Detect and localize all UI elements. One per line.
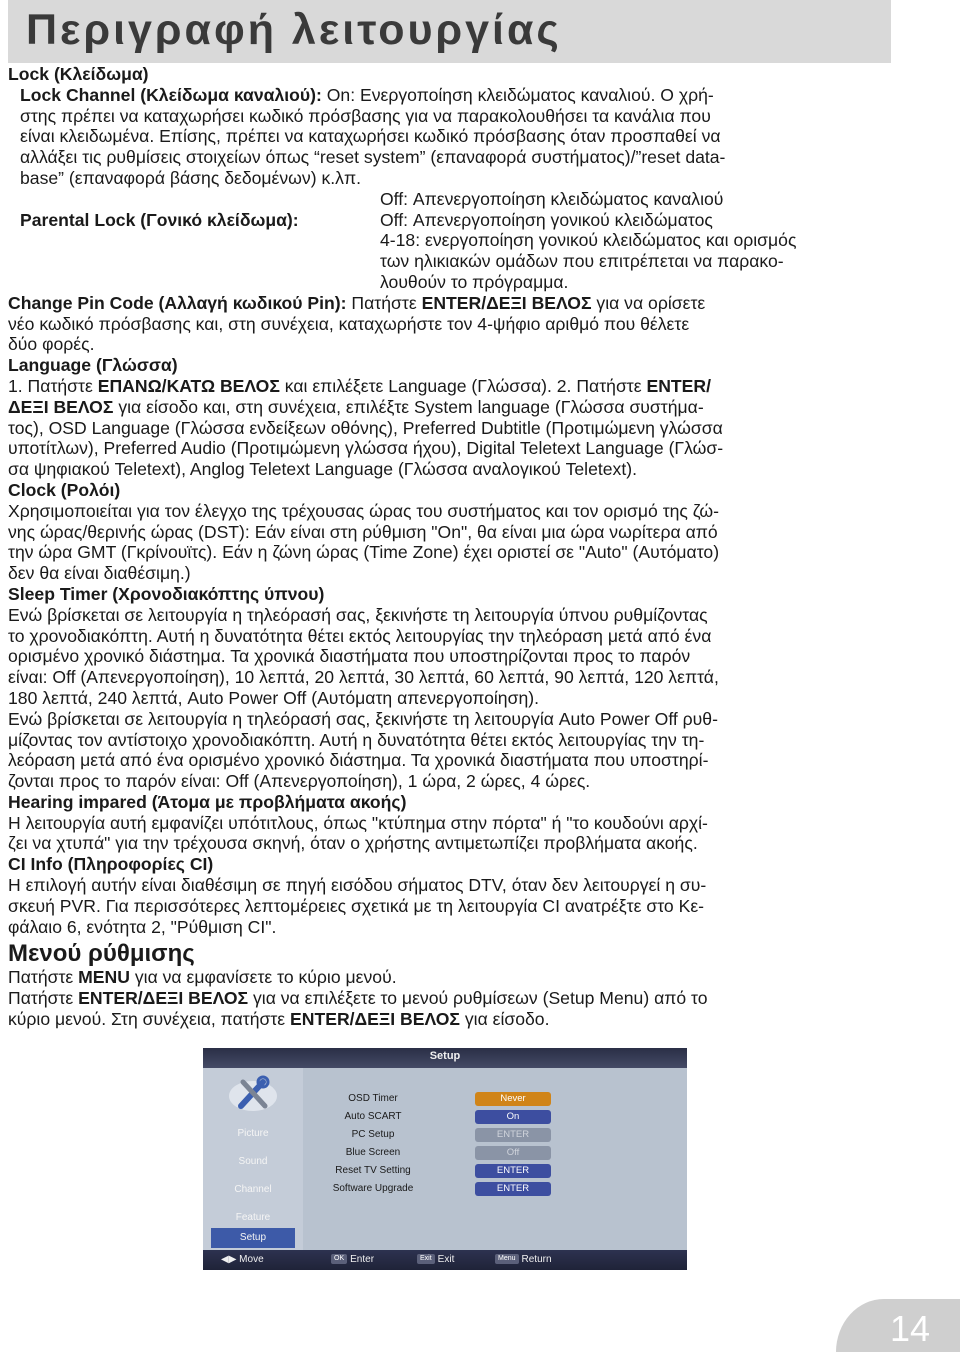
menu-line-1 bbox=[8, 967, 900, 988]
tv-row-software-upgrade[interactable]: Software Upgrade bbox=[332, 1183, 414, 1194]
parental-lock-block bbox=[8, 189, 900, 293]
hearing-line-2: ζει να χτυπά" για την τρέχουσα σκηνή, όταν ο χρήστης αντιμετωπίζει προβλήματα ακοής. bbox=[8, 833, 698, 854]
tv-value-software-upgrade[interactable]: ENTER bbox=[475, 1182, 551, 1196]
tv-hint-return-label: Return bbox=[521, 1254, 552, 1265]
parental-line-3: 4-18: ενεργοποίηση γονικού κλειδώματος και ορισμός bbox=[380, 230, 797, 251]
menu-text: για να εμφανίσετε το κύριο μενού. bbox=[129, 967, 397, 988]
parental-line-2: Off: Απενεργοποίηση γονικού κλειδώματος bbox=[380, 209, 713, 230]
pin-text-2: για να ορίσετε bbox=[591, 292, 706, 313]
menu-line-2 bbox=[8, 988, 900, 1009]
ci-line-3: φάλαιο 6, ενότητα 2, "Ρύθμιση CI". bbox=[8, 916, 277, 937]
pin-label: Change Pin Code (Αλλαγή κωδικού Pin): bbox=[8, 292, 347, 313]
clock-heading: Clock (Ρολόι) bbox=[8, 479, 121, 500]
language-text: για είσοδο και, στη συνέχεια, επιλέξτε System language (Γλώσσα συστήμα- bbox=[113, 396, 704, 417]
arrows-icon: ◀▶ bbox=[221, 1254, 237, 1265]
page-header bbox=[8, 0, 891, 63]
menu-key: MENU bbox=[78, 967, 130, 988]
tv-nav-channel[interactable]: Channel bbox=[234, 1184, 272, 1195]
pin-line-2: νέο κωδικό πρόσβασης και, στη συνέχεια, καταχωρήστε τον 4-ψήφιο αριθμό που θέλετε bbox=[8, 313, 690, 334]
menu-line-3 bbox=[8, 1009, 900, 1030]
language-line-3: τος), OSD Language (Γλώσσα ενδείξεων οθόνης), Preferred Dubtitle (Προτιμώμενη γλώσσα bbox=[8, 417, 723, 438]
tv-row-blue-screen[interactable]: Blue Screen bbox=[345, 1147, 401, 1158]
tools-icon bbox=[227, 1074, 279, 1114]
tv-row-auto-scart[interactable]: Auto SCART bbox=[344, 1111, 402, 1122]
sleep-line-1: Ενώ βρίσκεται σε λειτουργία η τηλεόρασή σας, ξεκινήστε τη λειτουργία ύπνου ρυθμίζοντας bbox=[8, 604, 708, 625]
lock-channel-line-2: στης πρέπει να καταχωρήσει κωδικό πρόσβασης για να παρακολουθήσει τα κανάλια που bbox=[20, 105, 711, 126]
page-number: 14 bbox=[890, 1308, 931, 1349]
ok-key-icon: OK bbox=[331, 1254, 347, 1264]
lock-heading: Lock (Κλείδωμα) bbox=[8, 64, 149, 84]
tv-hint-return bbox=[495, 1250, 552, 1270]
tv-value-blue-screen[interactable]: Off bbox=[475, 1146, 551, 1160]
ci-line-1: Η επιλογή αυτήν είναι διαθέσιμη σε πηγή εισόδου σήματος DTV, όταν δεν λειτουργεί η συ- bbox=[8, 875, 707, 896]
tv-hint-enter bbox=[331, 1250, 374, 1270]
sleep-line-6: Ενώ βρίσκεται σε λειτουργία η τηλεόρασή σας, ξεκινήστε τη λειτουργία Auto Power Off ρυθ- bbox=[8, 708, 718, 729]
tv-value-auto-scart[interactable]: On bbox=[475, 1110, 551, 1124]
parental-line-5: λουθούν το πρόγραμμα. bbox=[380, 271, 569, 292]
tv-setup-menu-screenshot bbox=[203, 1048, 687, 1270]
language-line-2 bbox=[8, 397, 900, 418]
hearing-line-1: Η λειτουργία αυτή εμφανίζει υπότιτλους, όπως "κτύπημα στην πόρτα" ή "το κουδούνι αρχί- bbox=[8, 812, 708, 833]
parental-line-4: των ηλικιακών ομάδων που επιτρέπεται να παρακο- bbox=[380, 251, 784, 272]
sleep-line-3: ορισμένο χρονικό διάστημα. Τα χρονικά διαστήματα που υποστηρίζονται προς το παρόν bbox=[8, 646, 691, 667]
ci-heading: CI Info (Πληροφορίες CI) bbox=[8, 854, 214, 875]
exit-key-icon: Exit bbox=[417, 1254, 435, 1264]
tv-value-osd-timer[interactable]: Never bbox=[475, 1092, 551, 1106]
page-title: Περιγραφή λειτουργίας bbox=[26, 6, 562, 54]
lock-channel-line-1: On: Ενεργοποίηση κλειδώματος καναλιού. Ο χρή- bbox=[321, 84, 714, 105]
menu-text: για να επιλέξετε το μενού ρυθμίσεων (Setup Menu) από το bbox=[248, 988, 708, 1009]
language-key: ENTER/ bbox=[646, 375, 712, 396]
tv-row-pc-setup[interactable]: PC Setup bbox=[351, 1129, 395, 1140]
tv-hint-move bbox=[221, 1250, 264, 1270]
language-line-4: υποτίτλων), Preferred Audio (Προτιμώμενη γλώσσα ήχου), Digital Teletext Language (Γλώσ- bbox=[8, 438, 724, 459]
setup-menu-heading: Μενού ρύθμισης bbox=[8, 940, 195, 968]
parental-lock-label: Parental Lock (Γονικό κλείδωμα): bbox=[20, 209, 299, 230]
sleep-line-9: ζονται προς το παρόν είναι: Off (Απενεργοποίηση), 1 ώρα, 2 ώρες, 4 ώρες. bbox=[8, 771, 591, 792]
clock-line-2: νης ώρας/θερινής ώρας (DST): Εάν είναι στη ρύθμιση "On", θα είναι μια ώρα νωρίτερα από bbox=[8, 521, 718, 542]
tv-hint-exit-label: Exit bbox=[437, 1254, 455, 1265]
menu-key: ENTER/ΔΕΞΙ ΒΕΛΟΣ bbox=[78, 988, 249, 1009]
lock-channel-line-4: αλλάξει τις ρυθμίσεις στοιχείων όπως “reset system” (επαναφορά συστήματος)/”reset data- bbox=[20, 147, 726, 168]
parental-line-1: Off: Απενεργοποίηση κλειδώματος καναλιού bbox=[380, 188, 724, 209]
language-text: 1. Πατήστε bbox=[8, 375, 98, 396]
tv-nav-feature[interactable]: Feature bbox=[235, 1212, 271, 1223]
menu-text: Πατήστε bbox=[8, 967, 79, 988]
language-key: ΔΕΞΙ ΒΕΛΟΣ bbox=[8, 396, 114, 417]
tv-nav-setup[interactable]: Setup bbox=[211, 1228, 295, 1248]
tv-value-pc-setup[interactable]: ENTER bbox=[475, 1128, 551, 1142]
tv-nav-picture[interactable]: Picture bbox=[237, 1128, 269, 1139]
clock-line-3: την ώρα GMT (Γκρίνουϊτς). Εάν η ζώνη ώρας (Time Zone) έχει οριστεί σε "Auto" (Αυτόματο) bbox=[8, 542, 720, 563]
sleep-line-4: είναι: Off (Απενεργοποίηση), 10 λεπτά, 20 λεπτά, 30 λεπτά, 60 λεπτά, 90 λεπτά, 120 λεπτά, bbox=[8, 667, 719, 688]
hearing-heading: Hearing impared (Άτομα με προβλήματα ακοής) bbox=[8, 791, 407, 812]
pin-key: ENTER/ΔΕΞΙ ΒΕΛΟΣ bbox=[421, 292, 592, 313]
sleep-line-2: το χρονοδιακόπτη. Αυτή η δυνατότητα θέτει εκτός λειτουργίας την τηλεόραση μετά από ένα bbox=[8, 625, 712, 646]
pin-paragraph bbox=[8, 293, 900, 314]
tv-hint-move-label: Move bbox=[239, 1254, 264, 1265]
language-heading: Language (Γλώσσα) bbox=[8, 355, 178, 376]
sleep-line-5: 180 λεπτά, 240 λεπτά, Auto Power Off (Αυτόματη απενεργοποίηση). bbox=[8, 687, 539, 708]
tv-row-osd-timer[interactable]: OSD Timer bbox=[348, 1093, 398, 1104]
ci-line-2: σκευή PVR. Για περισσότερες λεπτομέρειες σχετικά με τη λειτουργία CI ανατρέξτε στο Κε- bbox=[8, 895, 705, 916]
sleep-line-8: λεόραση μετά από ένα ορισμένο χρονικό διάστημα. Τα χρονικά διαστήματα που υποστηρί- bbox=[8, 750, 709, 771]
menu-text: κύριο μενού. Στη συνέχεια, πατήστε bbox=[8, 1009, 291, 1030]
tv-row-reset-tv-setting[interactable]: Reset TV Setting bbox=[335, 1165, 411, 1176]
tv-value-reset-tv-setting[interactable]: ENTER bbox=[475, 1164, 551, 1178]
menu-key: ENTER/ΔΕΞΙ ΒΕΛΟΣ bbox=[290, 1009, 460, 1030]
clock-line-1: Χρησιμοποιείται για τον έλεγχο της τρέχουσας ώρας του συστήματος και τον ορισμό της ζώ- bbox=[8, 500, 719, 521]
clock-line-4: δεν θα είναι διαθέσιμη.) bbox=[8, 563, 191, 584]
tv-menu-hint-bar bbox=[203, 1250, 687, 1270]
tv-hint-enter-label: Enter bbox=[350, 1254, 375, 1265]
language-line-5: σα ψηφιακού Teletext), Anglog Teletext Language (Γλώσσα αναλογικού Teletext). bbox=[8, 459, 637, 480]
language-text: και επιλέξετε Language (Γλώσσα). 2. Πατήστε bbox=[279, 375, 647, 396]
sleep-heading: Sleep Timer (Χρονοδιακόπτης ύπνου) bbox=[8, 583, 325, 604]
lock-channel-label: Lock Channel (Κλείδωμα καναλιού): bbox=[20, 84, 322, 105]
tv-menu-titlebar bbox=[203, 1048, 687, 1068]
document-body bbox=[8, 64, 900, 1030]
parental-lock-values bbox=[380, 189, 900, 293]
tv-menu-sidebar bbox=[203, 1068, 303, 1250]
menu-text: Πατήστε bbox=[8, 988, 79, 1009]
lock-channel-line-5: base” (επαναφορά βάσης δεδομένων) κ.λπ. bbox=[20, 167, 361, 188]
tv-menu-title: Setup bbox=[429, 1050, 461, 1062]
language-line-1 bbox=[8, 376, 900, 397]
lock-channel-paragraph bbox=[8, 85, 900, 106]
pin-text-1: Πατήστε bbox=[346, 292, 422, 313]
pin-line-3: δύο φορές. bbox=[8, 334, 95, 355]
language-key: ΕΠΑΝΩ/ΚΑΤΩ ΒΕΛΟΣ bbox=[97, 375, 280, 396]
lock-channel-line-3: είναι κλειδωμένα. Επίσης, πρέπει να καταχωρήσει κωδικό πρόσβασης όταν προσπαθεί να bbox=[20, 126, 721, 147]
tv-hint-exit bbox=[417, 1250, 454, 1270]
menu-text: για είσοδο. bbox=[459, 1009, 550, 1030]
sleep-line-7: μίζοντας τον αντίστοιχο χρονοδιακόπτη. Αυτή η δυνατότητα θέτει εκτός λειτουργίας την τη- bbox=[8, 729, 705, 750]
tv-nav-sound[interactable]: Sound bbox=[238, 1156, 268, 1167]
menu-key-icon: Menu bbox=[495, 1254, 519, 1264]
